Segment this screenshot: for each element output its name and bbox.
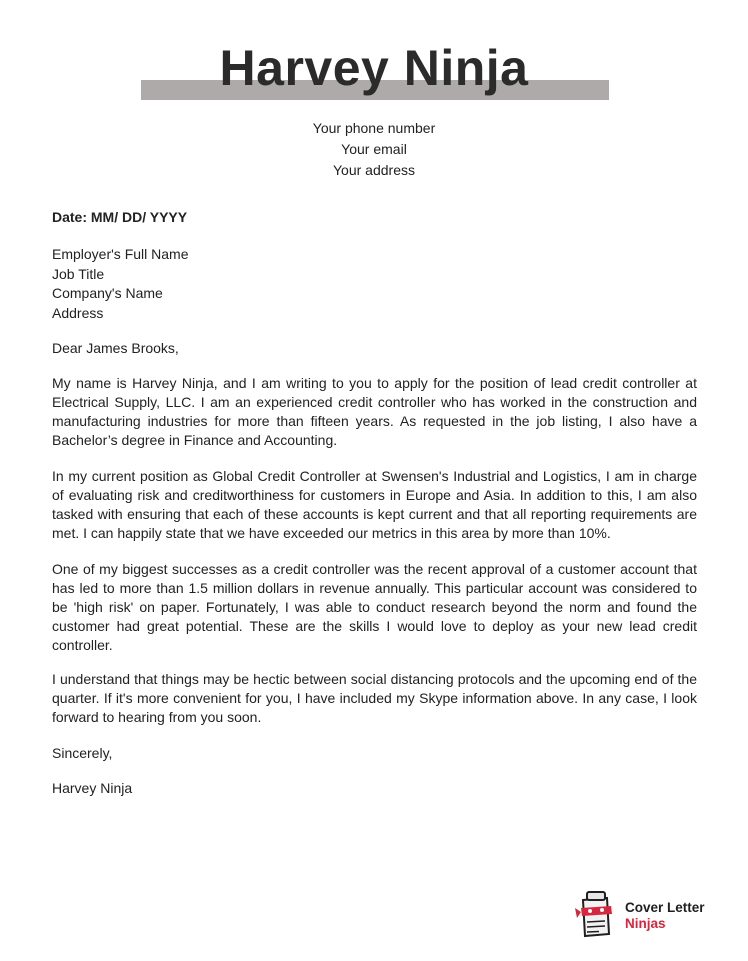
employer-name: Employer's Full Name — [52, 246, 189, 262]
contact-block — [0, 118, 748, 181]
applicant-name-heading: Harvey Ninja — [219, 40, 529, 96]
employer-company: Company's Name — [52, 285, 163, 301]
signer-name: Harvey Ninja — [52, 780, 133, 796]
paragraph-closing-remarks: I understand that things may be hectic between social distancing protocols and the upcoming end of the quarter. If it's more convenient for you, I have included my Skype information above. In any case, I look forward to hearing from you soon. — [52, 671, 697, 725]
cover-letter-ninjas-logo — [575, 890, 720, 938]
email-line: Your email — [341, 141, 407, 157]
letter-date: Date: MM/ DD/ YYYY — [52, 209, 188, 225]
paragraph-current-position: In my current position as Global Credit Controller at Swensen's Industrial and Logistics, I am in charge of evaluating risk and creditworthiness for customers in Europe and Asia. In addition to this, I am also tasked with ensuring that each of these accounts is kept current and that all reporting requirements are met. I can happily state that we have exceeded our metrics in this area by more than 10%. — [52, 468, 697, 541]
salutation: Dear James Brooks, — [52, 340, 179, 356]
paragraph-successes: One of my biggest successes as a credit controller was the recent approval of a customer account that has led to more than 1.5 million dollars in revenue annually. This particular account was considered to be 'high risk' on paper. Fortunately, I was able to conduct research beyond the norm and found the customer had great potential. These are the skills I would love to deploy as your new lead credit controller. — [52, 561, 697, 653]
employer-address: Address — [52, 304, 104, 321]
logo-wordmark — [625, 900, 705, 932]
logo-line1: Cover Letter — [625, 900, 705, 915]
paragraph-intro: My name is Harvey Ninja, and I am writing to you to apply for the position of lead credit controller at Electrical Supply, LLC. I am an experienced credit controller who has worked in the construction and manufacturing industries for more than fifteen years. As requested in the job listing, I also have a Bachelor’s degree in Finance and Accounting. — [52, 375, 697, 448]
address-line: Your address — [333, 162, 415, 178]
employer-block — [52, 245, 697, 323]
ninja-mascot-icon — [575, 890, 619, 938]
closing: Sincerely, — [52, 745, 113, 761]
employer-job-title: Job Title — [52, 265, 105, 282]
logo-line2: Ninjas — [625, 916, 666, 931]
phone-line: Your phone number — [312, 120, 436, 136]
